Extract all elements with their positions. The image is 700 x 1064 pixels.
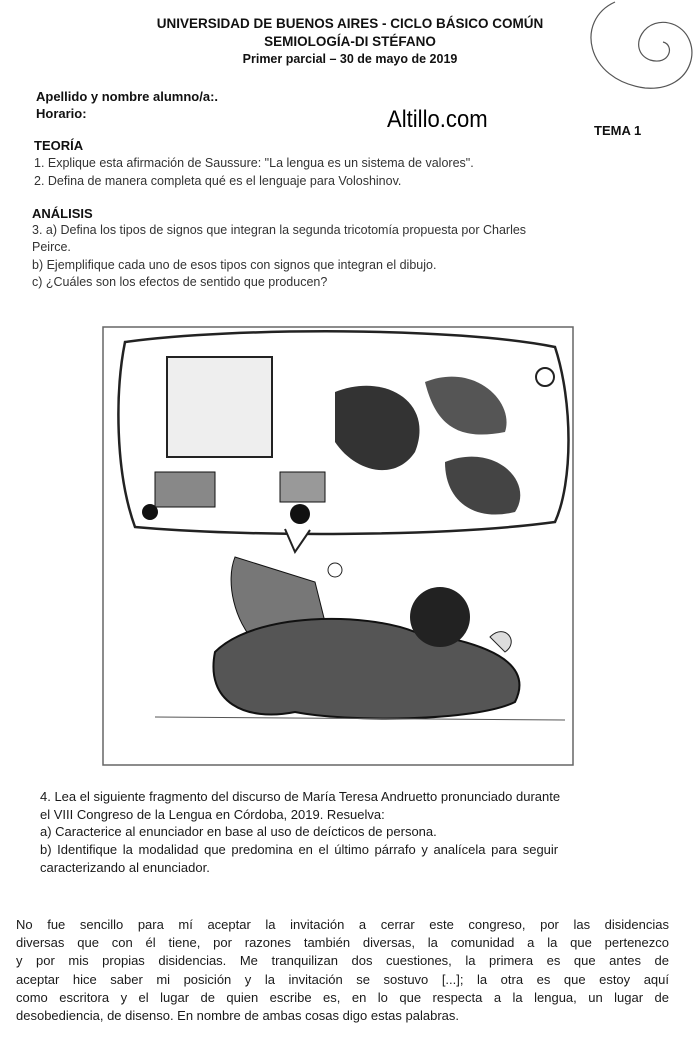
tema-label: TEMA 1 [594,123,642,138]
exam-date: Primer parcial – 30 de mayo de 2019 [242,52,458,66]
schedule-label: Horario: [36,106,87,121]
fragment-line: No fue sencillo para mí aceptar la invitación a cerrar este congreso, por las disidencias [16,917,669,932]
window [167,357,272,457]
fragment-line: y por mis propias disidencias. Me tranquilizan dos cuestiones, la primera es que antes de [16,953,669,969]
university-title: UNIVERSIDAD DE BUENOS AIRES - CICLO BÁSICO COMÚN [156,16,544,31]
question-3a: 3. a) Defina los tipos de signos que integran la segunda tricotomía propuesta por Charles [32,223,527,237]
student-name-label: Apellido y nombre alumno/a:. [36,89,219,104]
question-3a-cont: Peirce. [32,240,71,254]
crawling-woman [213,619,519,719]
fragment-line: diversas que con él tiene, por razones también diversas, la comunidad a la que pertenezco [16,935,669,951]
watermark: Altillo.com [387,106,488,133]
question-4b-cont: caracterizando al enunciador. [40,860,210,875]
question-4-cont: el VIII Congreso de la Lengua en Córdoba, 2019. Resuelva: [40,807,385,822]
question-4: 4. Lea el siguiente fragmento del discurso de María Teresa Andruetto pronunciado durante [40,789,561,804]
analisis-heading: ANÁLISIS [32,206,93,221]
teoria-heading: TEORÍA [34,138,84,153]
question-4a: a) Caracterice al enunciador en base al uso de deícticos de persona. [40,824,437,839]
cartoon-illustration [95,322,585,772]
question-2: 2. Defina de manera completa qué es el lenguaje para Voloshinov. [34,174,402,188]
question-1: 1. Explique esta afirmación de Saussure: "La lengua es un sistema de valores". [34,156,474,170]
course-title: SEMIOLOGÍA-DI STÉFANO [264,34,436,49]
fragment-line: aceptar hice saber mi posición y la invitación se sostuvo [...]; la otra es que estoy aquí [16,971,669,987]
question-3b: b) Ejemplifique cada uno de esos tipos con signos que integran el dibujo. [32,258,437,272]
question-3c: c) ¿Cuáles son los efectos de sentido que producen? [32,275,328,289]
question-4b: b) Identifique la modalidad que predomina en el último párrafo y analícela para seguir [40,842,559,857]
fragment-line: como escritora y el lugar de quien escribe es, en lo que respecta a la lengua, un lugar de [16,989,669,1005]
speech-fragment [14,916,669,1025]
fragment-line: desobediencia, de disenso. En nombre de ambas cosas digo estas palabras. [16,1008,460,1024]
